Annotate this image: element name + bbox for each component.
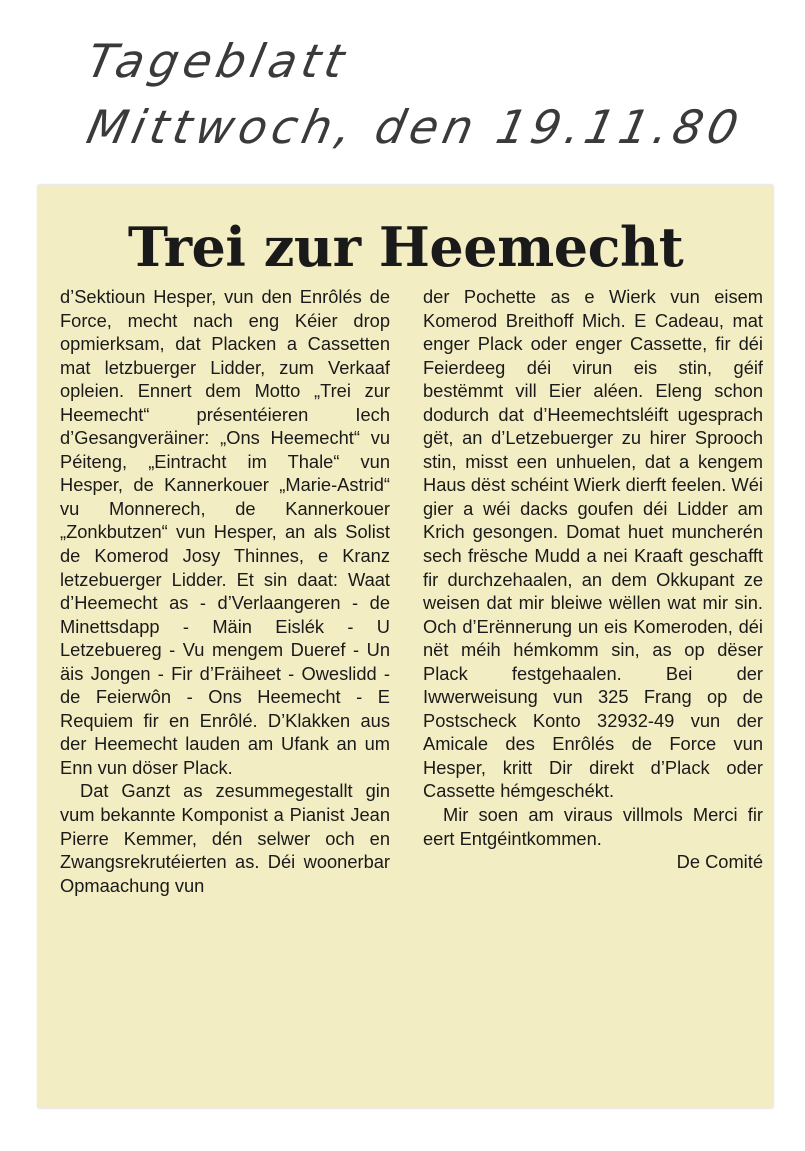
article-signoff: De Comité [676, 851, 763, 873]
article-paragraph: Mir soen am viraus villmols Merci fir eert Entgéintkommen. [423, 804, 763, 849]
handwritten-date: Mittwoch, den 19.11.80 [82, 100, 748, 154]
handwritten-newspaper-name: Tageblatt [82, 34, 354, 88]
article-paragraph: Dat Ganzt as zesummegestallt gin vum bekannte Komponist a Pianist Jean Pierre Kemmer, dén selwer och en Zwangsrekrutéierten as. Déi woonerbar Opmaachung vun [60, 780, 390, 896]
article-column-left [60, 285, 390, 897]
article-paragraph: der Pochette as e Wierk vun eisem Komerod Breithoff Mich. E Cadeau, mat enger Plack oder enger Cassette, fir déi Feierdeeg déi virun eis stin, géif bestëmmt vill Eier aléen. Eleng schon dodurch dat d’Heemechtsléift ugesprach gët, an d’Letzebuerger zu hirer Sprooch stin, misst een unhuelen, dat a kengem Haus dëst schéint Wierk dierft feelen. Wéi gier a wéi dacks goufen déi Lidder am Krich gesongen. Domat huet muncherén sech frësche Mudd a nei Kraaft geschafft fir durchzehaalen, an dem Okkupant ze weisen dat mir bleiwe wëllen wat mir sin. Och d’Erënnerung un eis Komeroden, déi nët méih hémkomm sin, as op dëser Plack festgehaalen. Bei der Iwwerweisung vun 325 Frang op de Postscheck Konto 32932-49 vun der Amicale des Enrôlés de Force vun Hesper, kritt Dir direkt d’Plack oder Cassette hémgeschékt. [423, 286, 763, 802]
article-paragraph: d’Sektioun Hesper, vun den Enrôlés de Force, mecht nach eng Kéier drop opmierksam, dat Placken a Cassetten mat letzbuerger Lidder, zum Verkaaf opleien. Ennert dem Motto „Trei zur Heemecht“ présentéieren Iech d’Gesangveräiner: „Ons Heemecht“ vu Péiteng, „Eintracht im Thale“ vun Hesper, de Kannerkouer „Marie-Astrid“ vu Monnerech, de Kannerkouer „Zonkbutzen“ vun Hesper, an als Solist de Komerod Josy Thinnes, e Kranz letzebuerger Lidder. Et sin daat: Waat d’Heemecht as - d’Verlaangeren - de Minettsdapp - Mäin Eislék - U Letzebuereg - Vu mengem Dueref - Un äis Jongen - Fir d’Fräiheet - Oweslidd - de Feierwôn - Ons Heemecht - E Requiem fir en Enrôlé. D’Klakken aus der Heemecht lauden am Ufank an um Enn vun döser Plack. [60, 286, 390, 778]
newspaper-clipping [38, 185, 773, 1108]
article-column-right [423, 285, 763, 874]
article-headline: Trei zur Heemecht [127, 215, 684, 279]
